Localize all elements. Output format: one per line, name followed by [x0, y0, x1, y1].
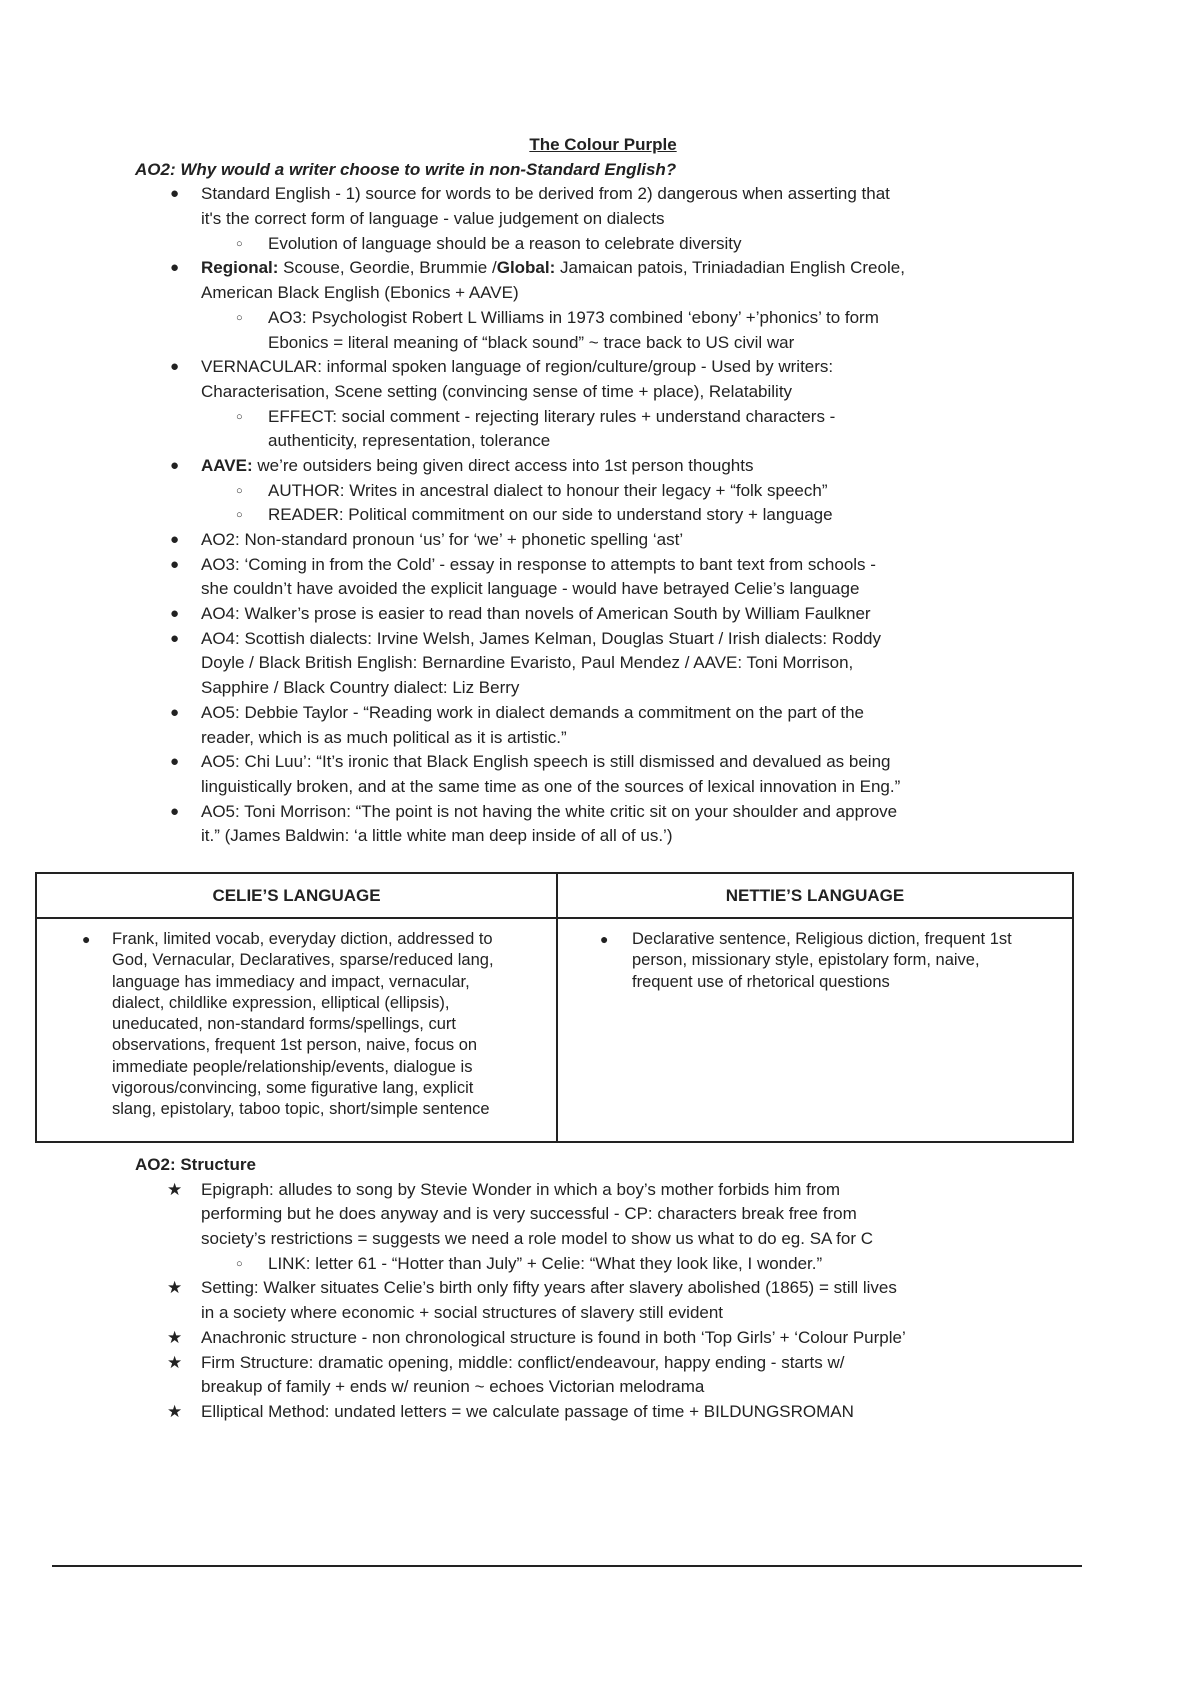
list-item-line: [0, 306, 1200, 331]
bullet-icon: ●: [170, 185, 180, 203]
list-item-line: [0, 528, 1200, 553]
list-item-line: [0, 454, 1200, 479]
nettie-text-line: person, missionary style, epistolary form, naive,: [632, 951, 980, 970]
item-text: Elliptical Method: undated letters = we calculate passage of time + BILDUNGSROMAN: [201, 1401, 854, 1421]
item-text: in a society where economic + social structures of slavery still evident: [201, 1303, 724, 1323]
bullet-icon: ●: [170, 259, 180, 277]
item-text: Jamaican patois, Triniadadian English Creole,: [555, 258, 905, 278]
celie-text-line: dialect, childlike expression, elliptical (ellipsis),: [112, 993, 450, 1012]
item-text: AO5: Debbie Taylor - “Reading work in dialect demands a commitment on the part of the: [201, 702, 865, 722]
bullet-icon: ●: [170, 555, 180, 573]
nettie-text-line: frequent use of rhetorical questions: [632, 972, 890, 991]
star-bullet-icon: ★: [167, 1352, 183, 1372]
item-text: she couldn’t have avoided the explicit language - would have betrayed Celie’s language: [201, 579, 860, 599]
circle-bullet-icon: ○: [236, 1257, 243, 1270]
bullet-icon: ●: [170, 605, 180, 623]
star-bullet-icon: ★: [167, 1401, 183, 1421]
section-heading-structure: AO2: Structure: [135, 1155, 256, 1174]
item-text: Anachronic structure - non chronological structure is found in both ‘Top Girls’ + ‘Colour Purple’: [201, 1327, 906, 1347]
item-text: AUTHOR: Writes in ancestral dialect to honour their legacy + “folk speech”: [268, 480, 828, 500]
item-text: linguistically broken, and at the same time as one of the sources of lexical innovation in Eng.”: [201, 776, 901, 796]
item-text: Sapphire / Black Country dialect: Liz Berry: [201, 678, 520, 698]
item-text: it's the correct form of language - value judgement on dialects: [201, 209, 665, 229]
header-celie: CELIE’S LANGUAGE: [36, 873, 557, 918]
item-text: Standard English - 1) source for words to be derived from 2) dangerous when asserting that: [201, 184, 890, 204]
list-item-line: [0, 281, 1200, 306]
item-text: authenticity, representation, tolerance: [268, 431, 551, 451]
item-text: AO3: Psychologist Robert L Williams in 1973 combined ‘ebony’ +’phonics’ to form: [268, 307, 879, 327]
list-item-line: [0, 331, 1200, 356]
list-item-line: [0, 602, 1200, 627]
item-text: Doyle / Black British English: Bernardine Evaristo, Paul Mendez / AAVE: Toni Morrison,: [201, 653, 854, 673]
item-text: Characterisation, Scene setting (convincing sense of time + place), Relatability: [201, 381, 793, 401]
list-item-line: [0, 405, 1200, 430]
list-item-line: [0, 676, 1200, 701]
header-nettie: NETTIE’S LANGUAGE: [557, 873, 1073, 918]
list-item-line: [0, 207, 1200, 232]
page-divider: [52, 1565, 1082, 1567]
bullet-icon: ●: [170, 358, 180, 376]
list-item-line: [0, 1202, 1200, 1227]
cell-nettie: [557, 918, 1073, 1142]
item-text: LINK: letter 61 - “Hotter than July” + Celie: “What they look like, I wonder.”: [268, 1253, 823, 1273]
list-item-line: [0, 824, 1200, 849]
list-item-line: [0, 479, 1200, 504]
celie-text-line: God, Vernacular, Declaratives, sparse/reduced lang,: [112, 951, 494, 970]
list-item-line: [0, 1375, 1200, 1400]
item-text: AO3: ‘Coming in from the Cold’ - essay in response to attempts to bant text from schools -: [201, 554, 876, 574]
item-text: AO4: Scottish dialects: Irvine Welsh, James Kelman, Douglas Stuart / Irish dialects: Roddy: [201, 628, 881, 648]
item-text: AO5: Toni Morrison: “The point is not having the white critic sit on your shoulder and approve: [201, 801, 898, 821]
section-heading-nonstandard: AO2: Why would a writer choose to write in non-Standard English?: [135, 159, 677, 179]
item-text: performing but he does anyway and is very successful - CP: characters break free from: [201, 1204, 857, 1224]
bullet-icon: ●: [170, 802, 180, 820]
list-item-line: [0, 726, 1200, 751]
list-item-line: [0, 553, 1200, 578]
bullet-icon: ●: [82, 931, 91, 947]
celie-text-line: immediate people/relationship/events, dialogue is: [112, 1057, 473, 1076]
bullet-icon: ●: [600, 931, 609, 947]
list-item-line: [0, 701, 1200, 726]
bold-label: Global:: [496, 258, 556, 278]
item-text: Epigraph: alludes to song by Stevie Wonder in which a boy’s mother forbids him from: [201, 1179, 841, 1199]
celie-text-line: vigorous/convincing, some figurative lang, explicit: [112, 1079, 474, 1098]
list-item-line: [0, 429, 1200, 454]
language-comparison-table: [35, 872, 1074, 1143]
star-bullet-icon: ★: [167, 1327, 183, 1347]
list-item-line: [0, 627, 1200, 652]
bold-label: Regional:: [201, 258, 279, 278]
star-bullet-icon: ★: [167, 1278, 183, 1298]
item-text: Setting: Walker situates Celie’s birth only fifty years after slavery abolished (1865) = still lives: [201, 1278, 897, 1298]
item-text: Ebonics = literal meaning of “black sound” ~ trace back to US civil war: [268, 332, 795, 352]
list-item-line: [0, 750, 1200, 775]
list-item-line: [0, 1276, 1200, 1301]
celie-text-line: observations, frequent 1st person, naive, focus on: [112, 1036, 478, 1055]
list-item-line: [0, 1227, 1200, 1252]
list-item-line: [0, 800, 1200, 825]
list-item-line: [0, 1252, 1200, 1277]
list-item-line: [0, 775, 1200, 800]
bold-label: AAVE:: [201, 455, 253, 475]
bullet-icon: ●: [170, 753, 180, 771]
celie-text-line: Frank, limited vocab, everyday diction, addressed to: [112, 930, 493, 948]
bullet-icon: ●: [170, 531, 180, 548]
item-text: society’s restrictions = suggests we need a role model to show us what to do eg. SA for C: [201, 1229, 874, 1249]
item-text: READER: Political commitment on our side to understand story + language: [268, 505, 833, 525]
nettie-text-line: Declarative sentence, Religious diction, frequent 1st: [632, 930, 1012, 948]
list-item-line: [0, 1326, 1200, 1351]
bullet-icon: ●: [170, 703, 180, 721]
document-title: The Colour Purple: [529, 135, 677, 154]
list-item-line: [0, 182, 1200, 207]
circle-bullet-icon: ○: [236, 237, 243, 250]
item-text: Scouse, Geordie, Brummie /: [278, 258, 497, 278]
list-item-line: [0, 1178, 1200, 1203]
item-text: we’re outsiders being given direct access into 1st person thoughts: [252, 455, 754, 475]
list-item-line: [0, 1351, 1200, 1376]
list-item-line: [0, 577, 1200, 602]
list-item-line: [0, 355, 1200, 380]
circle-bullet-icon: ○: [236, 509, 243, 522]
item-text: breakup of family + ends w/ reunion ~ echoes Victorian melodrama: [201, 1377, 705, 1397]
item-text: AO5: Chi Luu’: “It’s ironic that Black English speech is still dismissed and devalued as being: [201, 752, 891, 772]
bullet-icon: ●: [170, 629, 180, 647]
bullet-icon: ●: [170, 456, 180, 474]
item-text: EFFECT: social comment - rejecting literary rules + understand characters -: [268, 406, 836, 426]
bullet-list-nonstandard: [0, 182, 1200, 849]
celie-text-line: slang, epistolary, taboo topic, short/simple sentence: [112, 1100, 490, 1119]
item-text: reader, which is as much political as it is artistic.”: [201, 727, 567, 747]
star-bullet-icon: ★: [167, 1179, 183, 1199]
item-text: Evolution of language should be a reason to celebrate diversity: [268, 233, 742, 253]
list-item-line: [0, 1400, 1200, 1425]
item-text: AO2: Non-standard pronoun ‘us’ for ‘we’ + phonetic spelling ‘ast’: [201, 530, 684, 549]
item-text: VERNACULAR: informal spoken language of region/culture/group - Used by writers:: [201, 357, 834, 377]
list-item-line: [0, 232, 1200, 257]
celie-text-line: language has immediacy and impact, vernacular,: [112, 972, 470, 991]
structure-section: [0, 1153, 1200, 1425]
item-text: Firm Structure: dramatic opening, middle: conflict/endeavour, happy ending - starts w/: [201, 1352, 845, 1372]
cell-celie: [36, 918, 557, 1142]
item-text: AO4: Walker’s prose is easier to read than novels of American South by William Faulkner: [201, 604, 871, 624]
list-item-line: [0, 380, 1200, 405]
item-text: it.” (James Baldwin: ‘a little white man deep inside of all of us.’): [201, 826, 673, 846]
list-item-line: [0, 503, 1200, 528]
list-item-line: [0, 1301, 1200, 1326]
document-page: [0, 133, 1200, 849]
list-item-line: [0, 256, 1200, 281]
star-list-structure: [0, 1178, 1200, 1425]
item-text: American Black English (Ebonics + AAVE): [201, 283, 519, 303]
list-item-line: [0, 651, 1200, 676]
circle-bullet-icon: ○: [236, 410, 243, 423]
circle-bullet-icon: ○: [236, 484, 243, 497]
circle-bullet-icon: ○: [236, 311, 243, 324]
celie-text-line: uneducated, non-standard forms/spellings, curt: [112, 1015, 456, 1034]
